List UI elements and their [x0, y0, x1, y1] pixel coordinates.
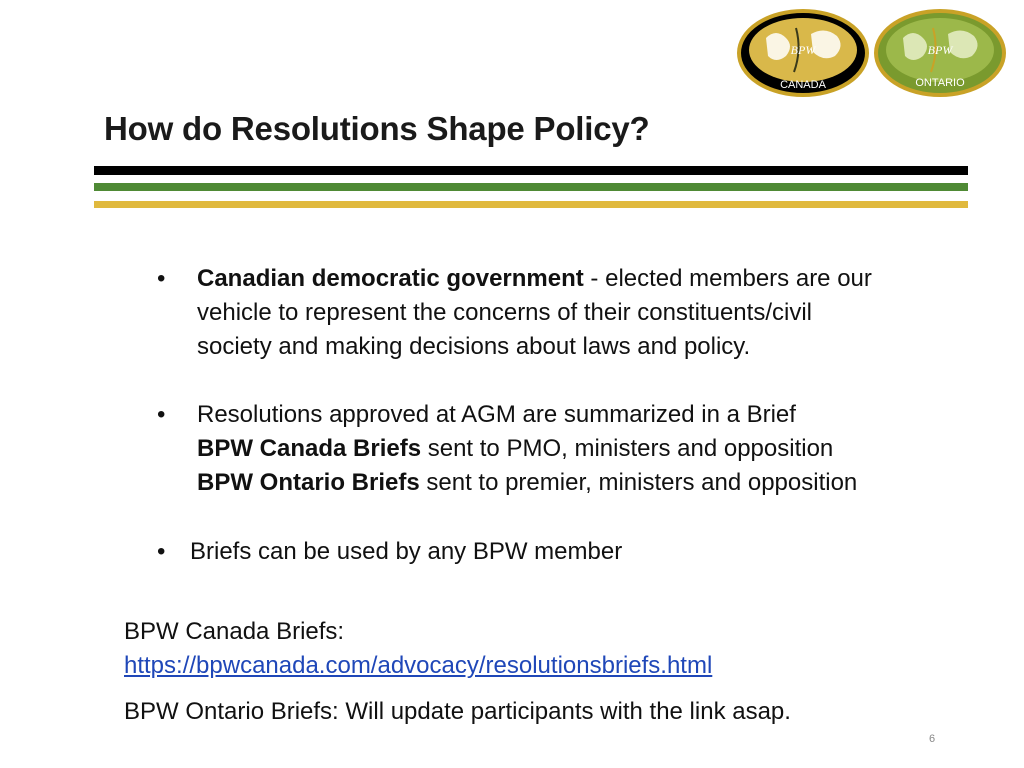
bullet-lead-bold: Canadian democratic government — [197, 265, 584, 292]
svg-text:BPW: BPW — [927, 43, 953, 57]
bullet-line: Resolutions approved at AGM are summarized in a Brief — [197, 401, 796, 428]
divider-stripe-green — [94, 183, 968, 191]
bpw-canada-briefs-label: BPW Canada Briefs: — [124, 618, 345, 645]
bullet-dot-icon: • — [157, 265, 166, 292]
bpw-ontario-logo — [873, 8, 1007, 98]
page-number: 6 — [929, 733, 936, 745]
bpw-ontario-briefs-bold: BPW Ontario Briefs — [197, 469, 420, 496]
divider-stripe-gold — [94, 201, 968, 208]
svg-text:CANADA: CANADA — [780, 79, 826, 91]
bpw-ontario-emblem-icon — [873, 8, 1007, 98]
bullet-lead-rest: - elected members are our — [583, 265, 872, 292]
bpw-canada-briefs-link[interactable]: https://bpwcanada.com/advocacy/resolutionsbriefs.html — [124, 652, 713, 679]
slide-title: How do Resolutions Shape Policy? — [104, 110, 650, 147]
bullet-dot-icon: • — [157, 401, 166, 428]
bullet-line: vehicle to represent the concerns of their constituents/civil — [197, 299, 812, 326]
bullet-line-rest: sent to premier, ministers and opposition — [419, 469, 858, 496]
svg-text:ONTARIO: ONTARIO — [915, 77, 965, 89]
bpw-canada-logo — [736, 8, 870, 98]
bpw-ontario-briefs-note: BPW Ontario Briefs: Will update participants with the link asap. — [124, 698, 791, 725]
svg-text:BPW: BPW — [790, 43, 816, 57]
bpw-canada-emblem-icon — [736, 8, 870, 98]
bullet-line-rest: sent to PMO, ministers and opposition — [421, 435, 834, 462]
bpw-canada-briefs-bold: BPW Canada Briefs — [197, 435, 422, 462]
bullet-line: Briefs can be used by any BPW member — [190, 538, 623, 565]
bullet-dot-icon: • — [157, 538, 166, 565]
bullet-line: society and making decisions about laws and policy. — [197, 333, 751, 360]
divider-stripe-black — [94, 166, 968, 175]
